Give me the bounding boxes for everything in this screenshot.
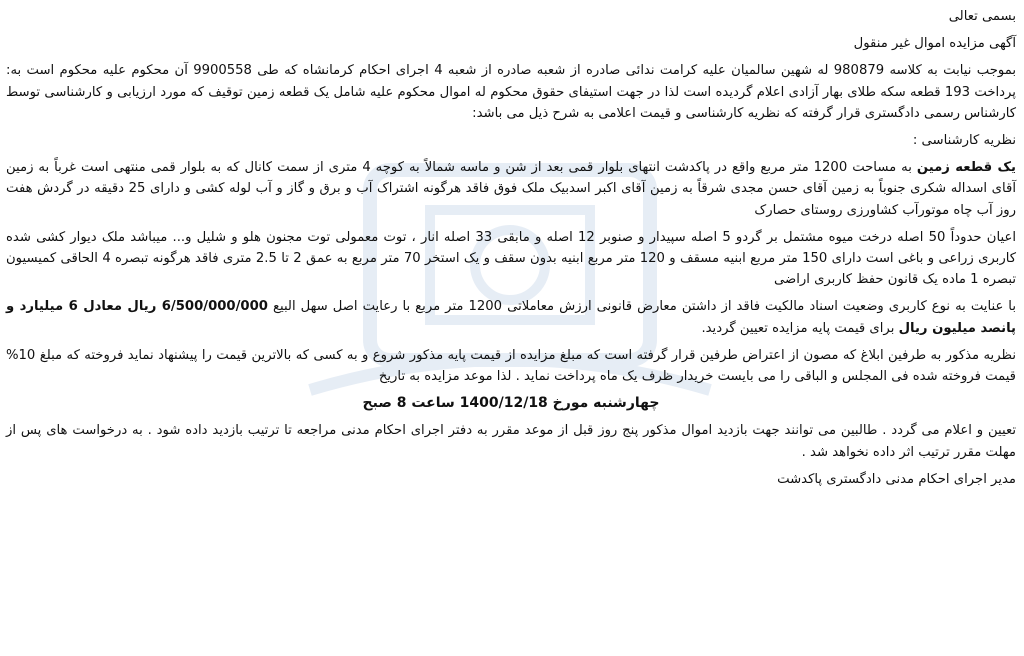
visit-paragraph: تعیین و اعلام می گردد . طالبین می توانند جهت بازدید اموال مذکور پنج روز قبل از موعد مقرر به دفتر اجرای احکام مدنی مراجعه تا ترتیب بازدید داده شود . به درخواست های پس از مهلت مقرر ترتیب اثر داده نخواهد شد .: [6, 423, 1016, 460]
land-description: [6, 157, 1016, 221]
expert-opinion-heading: نظریه کارشناسی :: [912, 133, 1016, 149]
intro-paragraph: بموجب نیابت به کلاسه 980879 له شهین سالمیان علیه کرامت ندائی صادره از شعبه صادره از شعبه 4 اجرای احکام کرمانشاه که طی 9900558 آن محکوم علیه محکوم است به: پرداخت 193 قطعه سکه طلای بهار آزادی اعلام گردیده است لذا در جهت استیفای حقوق محکوم له اموال محکوم علیه شامل یک قطعه زمین توقیف که مورد ارزیابی و کارشناسی توسط کارشناس رسمی دادگستری قرار گرفته که نظریه کارشناسی و قیمت اعلامی به شرح ذیل می باشد:: [6, 63, 1016, 121]
land-text: به مساحت 1200 متر مربع واقع در پاکدشت انتهای بلوار قمی بعد از شن و ماسه شمالاً به کوچه 4 متری از سمت کانال که به بلوار قمی منتهی است غرباً به زمین آقای اسداله شکری جنوباً به زمین آقای حسن مجدی شرقاً به زمین آقای اکبر اسدبیک ملک فوق فاقد هرگونه اشتراک آب و برق و گاز و آب لوله کشی و دارای 25 دقیقه در گردش هفت روز آب چاه موتورآب کشاورزی روستای حصارک: [6, 160, 1016, 218]
valuation-amount: 6/500/000/000 ریال معادل 6 میلیارد و پانصد میلیون ریال: [6, 299, 1016, 336]
valuation-before: با عنایت به نوع کاربری وضعیت اسناد مالکیت فاقد از داشتن معارض قانونی ارزش معاملاتی 1200 متر مربع با رعایت اصل سهل البیع: [267, 299, 1016, 315]
notice-title: آگهی مزایده اموال غیر منقول: [853, 36, 1016, 52]
auction-notice: [6, 6, 1016, 490]
auction-date: چهارشنبه مورخ 1400/12/18 ساعت 8 صبح: [362, 395, 660, 412]
improvements-paragraph: اعیان حدوداً 50 اصله درخت میوه مشتمل بر گردو 5 اصله سپیدار و صنوبر 12 اصله و مابقی 33 اصله انار ، توت معمولی توت مجنون هلو و شلیل و... میباشد ملک دیوار کشی شده کاربری زراعی و باغی است دارای 150 متر مربع ابنیه مسقف و 120 متر مربع ابنیه بدون سقف و یک استخر 70 متر مربع به عمق 2 تا 2.5 متری فاقد هرگونه تبصره 4 الحاقی کمیسیون تبصره 1 ماده یک قانون حفظ کاربری اراضی: [6, 229, 1017, 288]
land-lead: یک قطعه زمین: [916, 160, 1017, 176]
invocation: بسمی تعالی: [948, 9, 1016, 24]
terms-paragraph: نظریه مذکور به طرفین ابلاغ که مصون از اعتراض طرفین قرار گرفته است که مبلغ مزایده از قیمت پایه مذکور شروع و به کسی که بالاترین قیمت را پیشنهاد نماید فروخته که مبلغ 10% قیمت فروخته شده فی المجلس و الباقی را می بایست خریدار ظرف یک ماه پرداخت نماید . لذا موعد مزایده به تاریخ: [6, 347, 1016, 385]
valuation-paragraph: [6, 296, 1016, 338]
valuation-after: برای قیمت پایه مزایده تعیین گردید.: [701, 320, 899, 336]
signature: مدیر اجرای احکام مدنی دادگستری پاکدشت: [777, 471, 1016, 487]
